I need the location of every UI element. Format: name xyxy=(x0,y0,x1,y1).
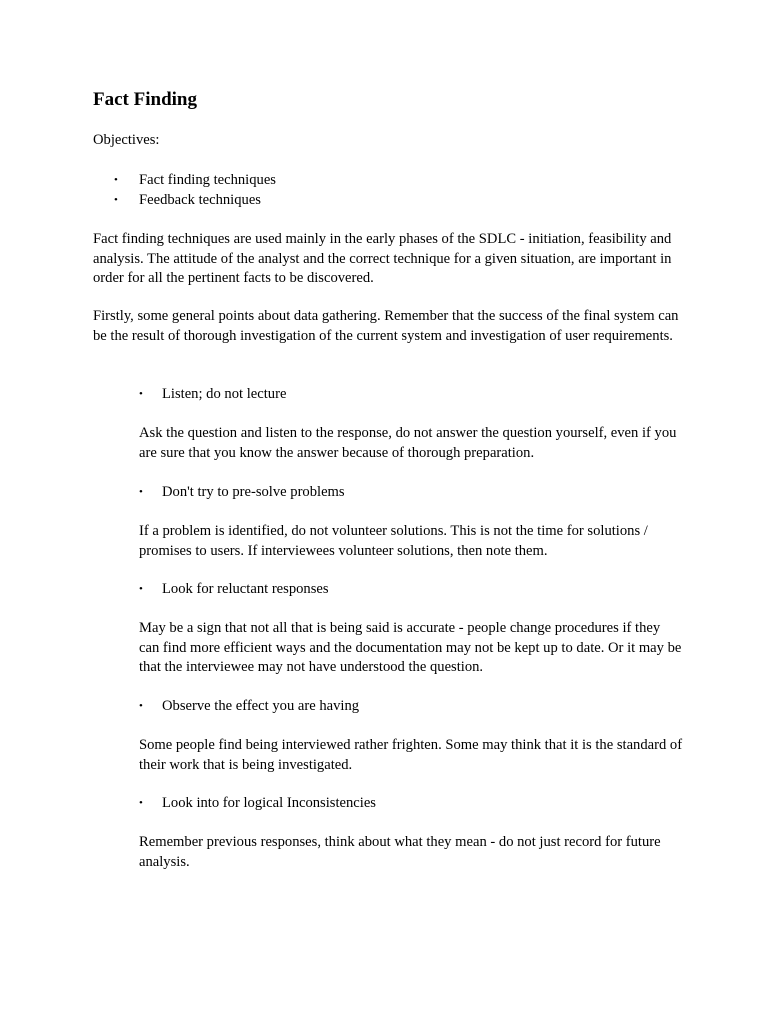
bullet-icon: • xyxy=(139,797,143,809)
objectives-label: Objectives: xyxy=(93,132,160,148)
point-heading-text: Observe the effect you are having xyxy=(162,698,360,714)
point-body: Ask the question and listen to the response, do not answer the question yourself, even if you are sure that you know the answer because of thorough preparation. xyxy=(139,425,677,461)
list-item xyxy=(93,171,276,191)
point-heading xyxy=(139,794,376,814)
point-heading xyxy=(139,385,286,405)
point-heading-text: Look into for logical Inconsistencies xyxy=(162,795,376,811)
point-heading-text: Don't try to pre-solve problems xyxy=(162,484,345,500)
bullet-icon: • xyxy=(114,193,118,206)
point-heading-text: Look for reluctant responses xyxy=(162,581,329,597)
bullet-icon: • xyxy=(139,583,143,595)
intro-paragraph: Fact finding techniques are used mainly in the early phases of the SDLC - initiation, feasibility and analysis. The attitude of the analyst and the correct technique for a given situation, are important in order for all the pertinent facts to be discovered. xyxy=(93,231,672,286)
objective-text: Fact finding techniques xyxy=(139,172,276,188)
point-heading xyxy=(139,697,359,717)
point-body: Remember previous responses, think about what they mean - do not just record for future analysis. xyxy=(139,834,661,870)
point-heading xyxy=(139,483,345,503)
point-body: Some people find being interviewed rather frighten. Some may think that it is the standard of their work that is being investigated. xyxy=(139,737,683,773)
bullet-icon: • xyxy=(114,174,118,186)
list-item xyxy=(93,191,276,211)
objectives-list xyxy=(93,171,276,210)
point-body: If a problem is identified, do not volunteer solutions. This is not the time for solutions / promises to users. If interviewees volunteer solutions, then note them. xyxy=(139,523,648,559)
point-heading-text: Listen; do not lecture xyxy=(162,386,287,402)
page-title: Fact Finding xyxy=(93,89,197,110)
point-heading xyxy=(139,580,329,600)
point-body: May be a sign that not all that is being said is accurate - people change procedures if they can find more efficient ways and the documentation may not be kept up to date. Or it may be that the interviewee may not have understood the question. xyxy=(139,620,682,675)
bullet-icon: • xyxy=(139,388,143,400)
bullet-icon: • xyxy=(139,700,143,712)
objective-text: Feedback techniques xyxy=(139,191,261,208)
bullet-icon: • xyxy=(139,486,143,498)
intro-paragraph: Firstly, some general points about data gathering. Remember that the success of the final system can be the result of thorough investigation of the current system and investigation of user requirements. xyxy=(93,308,679,344)
